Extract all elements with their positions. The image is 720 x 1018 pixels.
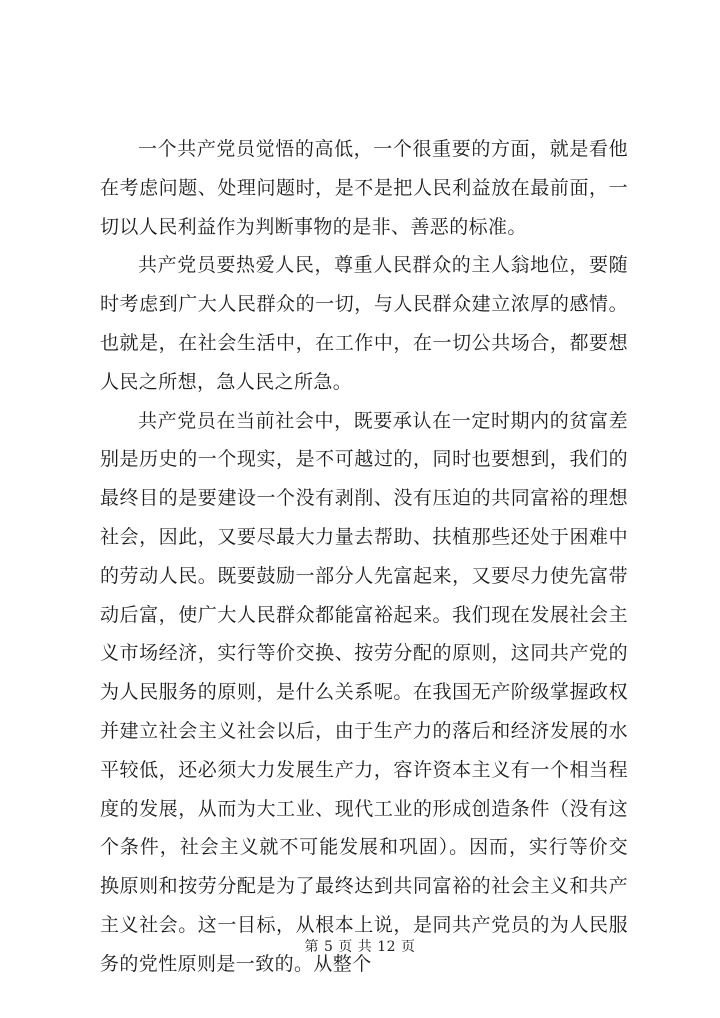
page-footer: [0, 936, 720, 956]
paragraph: 共产党员要热爱人民，尊重人民群众的主人翁地位，要随时考虑到广大人民群众的一切，与人民群众建立浓厚的感情。也就是，在社会生活中，在工作中，在一切公共场合，都要想人民之所想，急人民之所急。: [100, 254, 628, 393]
paragraph: 一个共产党员觉悟的高低，一个很重要的方面，就是看他在考虑问题、处理问题时，是不是把人民利益放在最前面，一切以人民利益作为判断事物的是非、善恶的标准。: [100, 138, 628, 238]
page-number-label: 第 5 页 共 12 页: [304, 939, 416, 955]
paragraph: 共产党员在当前社会中，既要承认在一定时期内的贫富差别是历史的一个现实，是不可越过的，同时也要想到，我们的最终目的是要建设一个没有剥削、没有压迫的共同富裕的理想社会，因此，又要尽最大力量去帮助、扶植那些还处于困难中的劳动人民。既要鼓励一部分人先富起来，又要尽力使先富带动后富，使广大人民群众都能富裕起来。我们现在发展社会主义市场经济，实行等价交换、按劳分配的原则，这同共产党的为人民服务的原则，是什么关系呢。在我国无产阶级掌握政权并建立社会主义社会以后，由于生产力的落后和经济发展的水平较低，还必须大力发展生产力，容许资本主义有一个相当程度的发展，从而为大工业、现代工业的形成创造条件（没有这个条件，社会主义就不可能发展和巩固）。因而，实行等价交换原则和按劳分配是为了最终达到共同富裕的社会主义和共产主义社会。这一目标，从根本上说，是同共产党员的为人民服务的党性原则是一致的。从整个: [100, 409, 628, 975]
document-body: [100, 130, 628, 984]
